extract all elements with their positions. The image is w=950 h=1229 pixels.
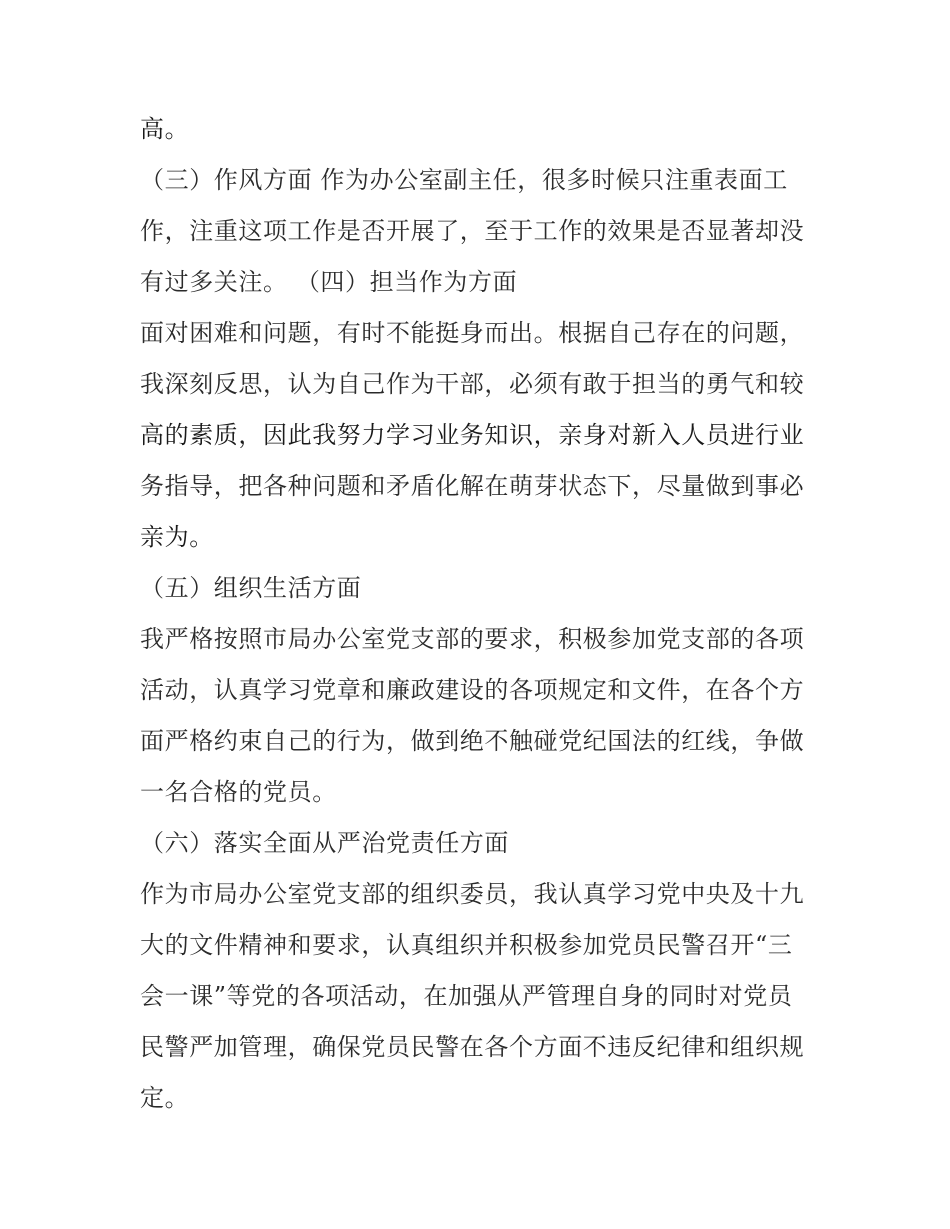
text-line-4: 有过多关注。 （四）担当作为方面 [140, 268, 518, 296]
text-line-5: 面对困难和问题，有时不能挺身而出。根据自己存在的问题， [140, 319, 805, 347]
text-line-16: 作为市局办公室党支部的组织委员，我认真学习党中央及十九 [140, 880, 805, 908]
text-line-18: 会一课”等党的各项活动，在加强从严管理自身的同时对党员 [140, 982, 793, 1010]
text-line-9: 亲为。 [140, 523, 214, 551]
text-line-8: 务指导，把各种问题和矛盾化解在萌芽状态下，尽量做到事必 [140, 472, 805, 500]
text-line-3: 作，注重这项工作是否开展了，至于工作的效果是否显著却没 [140, 217, 805, 245]
text-line-2: （三）作风方面 作为办公室副主任，很多时候只注重表面工 [140, 166, 788, 194]
text-line-11: 我严格按照市局办公室党支部的要求，积极参加党支部的各项 [140, 625, 805, 653]
text-line-6: 我深刻反思，认为自己作为干部，必须有敢于担当的勇气和较 [140, 370, 805, 398]
text-line-1: 高。 [140, 115, 190, 143]
text-line-14: 一名合格的党员。 [140, 778, 337, 806]
text-line-12: 活动，认真学习党章和廉政建设的各项规定和文件，在各个方 [140, 676, 805, 704]
text-line-20: 定。 [140, 1084, 190, 1112]
text-line-19: 民警严加管理，确保党员民警在各个方面不违反纪律和组织规 [140, 1033, 805, 1061]
text-line-13: 面严格约束自己的行为，做到绝不触碰党纪国法的红线，争做 [140, 727, 805, 755]
text-line-10: （五）组织生活方面 [140, 574, 362, 602]
text-line-7: 高的素质，因此我努力学习业务知识，亲身对新入人员进行业 [140, 421, 805, 449]
text-line-15: （六）落实全面从严治党责任方面 [140, 829, 509, 857]
text-line-17: 大的文件精神和要求，认真组织并积极参加党员民警召开“三 [140, 931, 793, 959]
